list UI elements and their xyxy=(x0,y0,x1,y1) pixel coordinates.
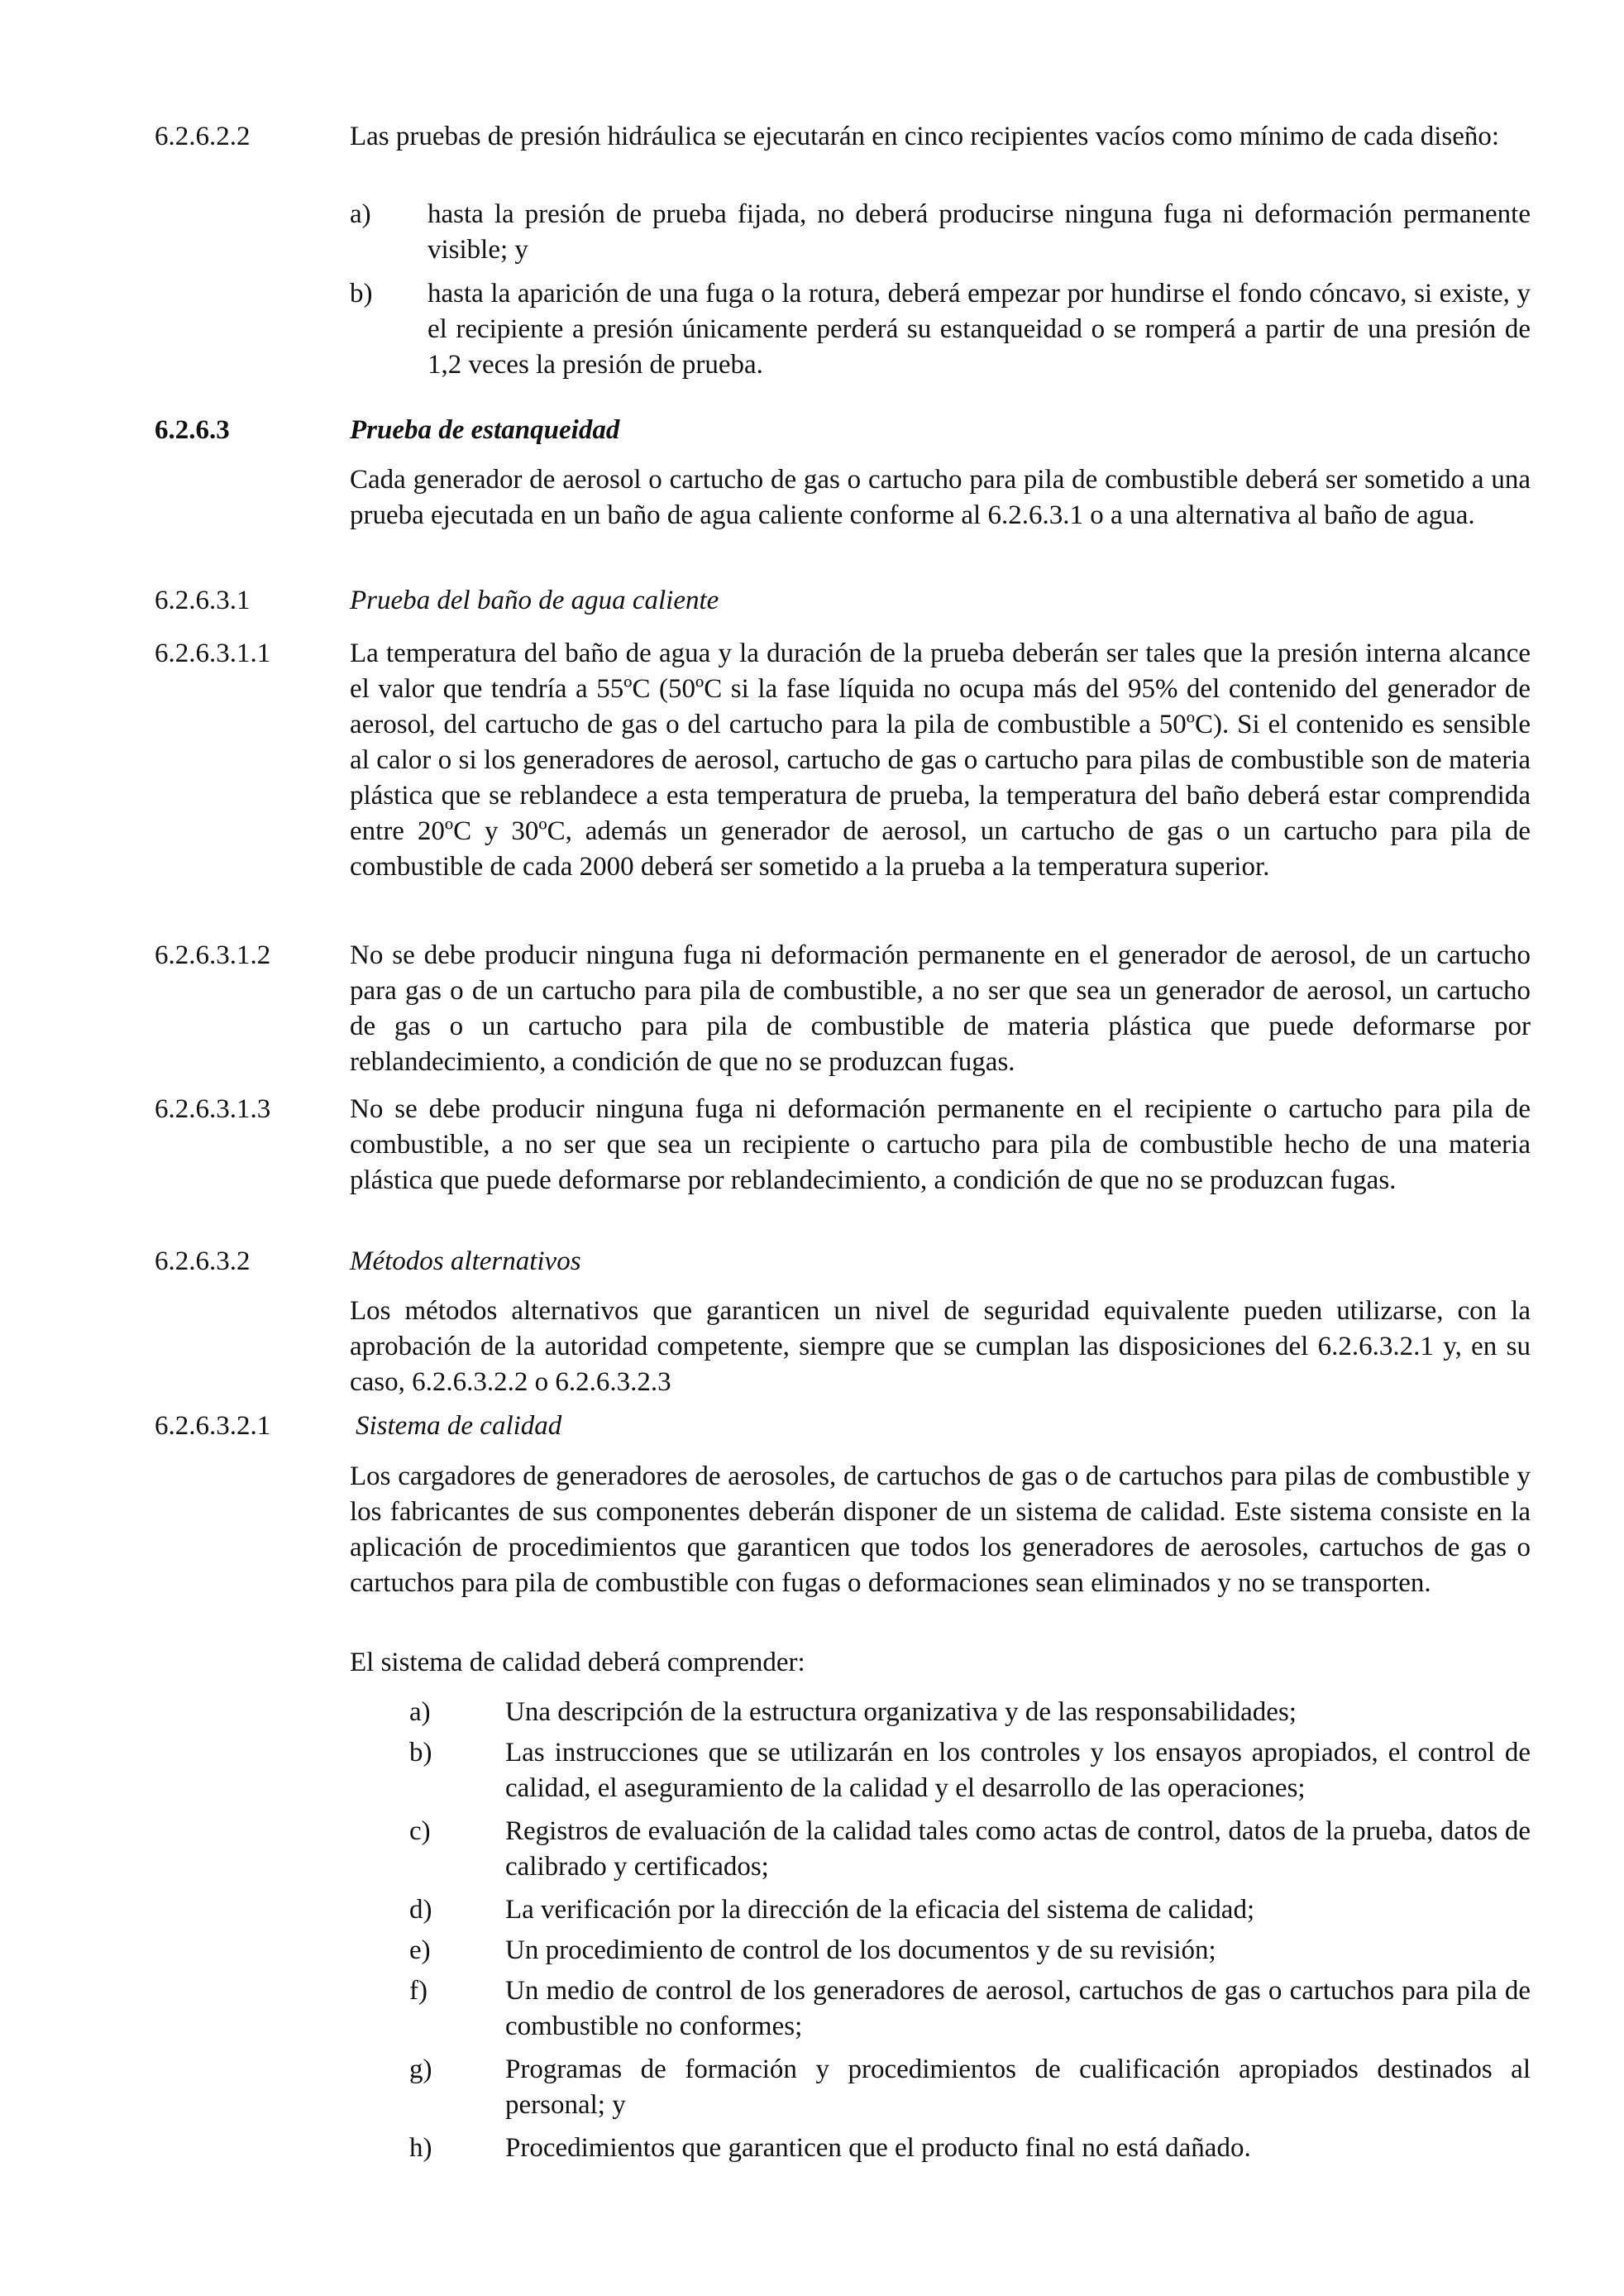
list-item-text: hasta la aparición de una fuga o la rotura, deberá empezar por hundirse el fondo cóncavo, si existe, y el recipiente a presión únicamente perderá su estanqueidad o se romperá a partir de una presión de 1,2 veces la presión de prueba. xyxy=(427,279,1531,380)
list-item-label: e) xyxy=(409,1935,431,1965)
list-item-text: Un medio de control de los generadores de aerosol, cartuchos de gas o cartuchos para pila de combustible no conformes; xyxy=(505,1976,1531,2041)
section-number: 6.2.6.3.2.1 xyxy=(155,1411,271,1441)
section-paragraph: No se debe producir ninguna fuga ni deformación permanente en el recipiente o cartucho para pila de combustible, a no ser que sea un recipiente o cartucho para pila de combustible hecho de una materia plástica que puede deformarse por reblandecimiento, a condición de que no se produzcan fugas. xyxy=(350,1094,1531,1195)
list-item-label: b) xyxy=(350,279,373,309)
list-item-text: hasta la presión de prueba fijada, no deberá producirse ninguna fuga ni deformación permanente visible; y xyxy=(427,199,1531,265)
section-paragraph: No se debe producir ninguna fuga ni deformación permanente en el generador de aerosol, de un cartucho para gas o de un cartucho para pila de combustible, a no ser que sea un generador de aerosol, un cartucho de gas o un cartucho para pila de combustible de materia plástica que puede deformarse por reblandecimiento, a condición de que no se produzcan fugas. xyxy=(350,940,1531,1077)
section-paragraph: Los cargadores de generadores de aerosoles, de cartuchos de gas o de cartuchos para pilas de combustible y los fabricantes de sus componentes deberán disponer de un sistema de calidad. Este sistema consiste en la aplicación de procedimientos que garanticen que todos los generadores de aerosoles, cartuchos de gas o cartuchos para pila de combustible con fugas o deformaciones sean eliminados y no se transporten. xyxy=(350,1461,1531,1598)
list-item-text: Programas de formación y procedimientos de cualificación apropiados destinados al personal; y xyxy=(505,2054,1531,2120)
list-item-label: b) xyxy=(409,1738,432,1767)
section-number: 6.2.6.3.1 xyxy=(155,586,251,615)
list-item-text: Procedimientos que garanticen que el producto final no está dañado. xyxy=(505,2133,1251,2163)
section-paragraph: La temperatura del baño de agua y la duración de la prueba deberán ser tales que la presión interna alcance el valor que tendría a 55ºC (50ºC si la fase líquida no ocupa más del 95% del contenido del generador de aerosol, del cartucho de gas o del cartucho para la pila de combustible a 50ºC). Si el contenido es sensible al calor o si los generadores de aerosol, cartucho de gas o cartucho para pilas de combustible son de materia plástica que se reblandece a esta temperatura de prueba, la temperatura del baño deberá estar comprendida entre 20ºC y 30ºC, además un generador de aerosol, un cartucho de gas o un cartucho para pila de combustible de cada 2000 deberá ser sometido a la prueba a la temperatura superior. xyxy=(350,639,1531,882)
section-number: 6.2.6.3 xyxy=(155,415,230,445)
list-item-label: a) xyxy=(350,199,371,229)
section-heading: Sistema de calidad xyxy=(356,1411,562,1441)
list-item-text: Las instrucciones que se utilizarán en los controles y los ensayos apropiados, el control de calidad, el aseguramiento de la calidad y el desarrollo de las operaciones; xyxy=(505,1738,1531,1803)
list-item-label: c) xyxy=(409,1816,431,1846)
list-item-text: Registros de evaluación de la calidad tales como actas de control, datos de la prueba, datos de calibrado y certificados; xyxy=(505,1816,1531,1882)
list-item-label: g) xyxy=(409,2054,432,2084)
section-paragraph: Las pruebas de presión hidráulica se ejecutarán en cinco recipientes vacíos como mínimo de cada diseño: xyxy=(350,122,1500,151)
list-intro: El sistema de calidad deberá comprender: xyxy=(350,1648,805,1677)
section-number: 6.2.6.2.2 xyxy=(155,122,251,151)
list-item-text: La verificación por la dirección de la eficacia del sistema de calidad; xyxy=(505,1895,1255,1925)
section-heading: Métodos alternativos xyxy=(350,1246,581,1276)
section-number: 6.2.6.3.1.1 xyxy=(155,639,271,668)
list-item-text: Un procedimiento de control de los documentos y de su revisión; xyxy=(505,1935,1216,1965)
section-paragraph: Los métodos alternativos que garanticen un nivel de seguridad equivalente pueden utilizarse, con la aprobación de la autoridad competente, siempre que se cumplan las disposiciones del 6.2.6.3.2.1 y, en su caso, 6.2.6.3.2.2 o 6.2.6.3.2.3 xyxy=(350,1296,1531,1397)
list-item-text: Una descripción de la estructura organizativa y de las responsabilidades; xyxy=(505,1697,1297,1727)
section-number: 6.2.6.3.1.3 xyxy=(155,1094,271,1124)
section-number: 6.2.6.3.1.2 xyxy=(155,940,271,970)
section-paragraph: Cada generador de aerosol o cartucho de gas o cartucho para pila de combustible deberá ser sometido a una prueba ejecutada en un baño de agua caliente conforme al 6.2.6.3.1 o a una alternativa al baño de agua. xyxy=(350,465,1531,530)
section-heading: Prueba del baño de agua caliente xyxy=(350,586,719,615)
section-number: 6.2.6.3.2 xyxy=(155,1246,251,1276)
list-item-label: a) xyxy=(409,1697,431,1727)
list-item-label: d) xyxy=(409,1895,432,1925)
list-item-label: h) xyxy=(409,2133,432,2163)
section-heading: Prueba de estanqueidad xyxy=(350,415,620,445)
list-item-label: f) xyxy=(409,1976,427,2006)
